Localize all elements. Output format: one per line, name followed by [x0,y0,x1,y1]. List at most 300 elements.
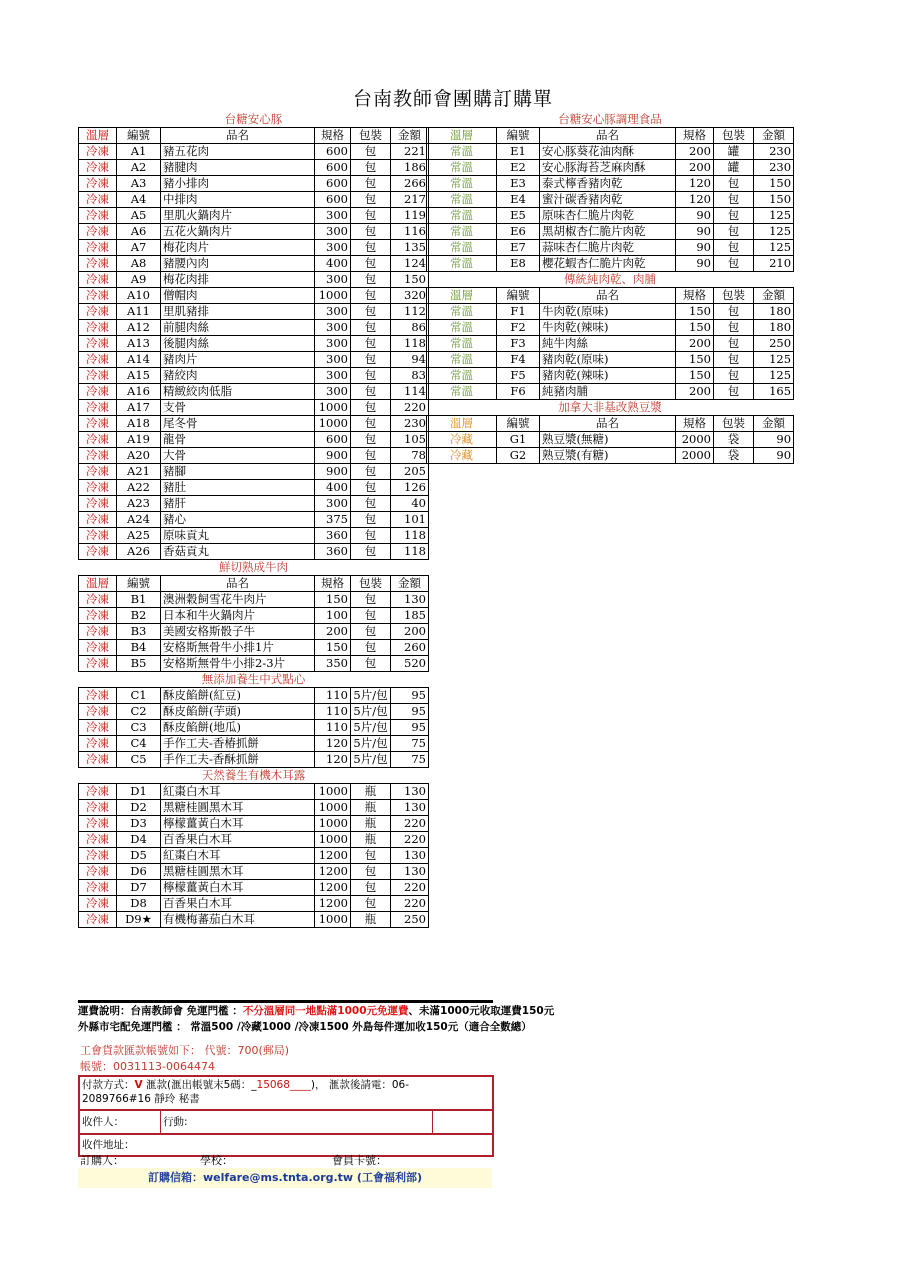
product-row[interactable] [79,720,429,736]
pack-cell: 包 [714,208,754,224]
pack-cell: 包 [351,224,391,240]
name-cell: 熟豆漿(有糖) [540,448,676,464]
code-cell: C2 [117,704,161,720]
product-row[interactable] [427,304,794,320]
temp-cell: 冷凍 [79,896,117,912]
name-cell: 豬肝 [161,496,315,512]
product-row[interactable] [79,400,429,416]
temp-cell: 冷凍 [79,208,117,224]
temp-cell: 冷凍 [79,880,117,896]
spec-cell: 1200 [315,880,351,896]
header-name: 品名 [161,128,315,144]
temp-cell: 常溫 [427,144,497,160]
temp-cell: 冷凍 [79,352,117,368]
name-cell: 安格斯無骨牛小排2-3片 [161,656,315,672]
mobile-field[interactable]: 行動: [160,1111,188,1133]
header-pack: 包裝 [714,416,754,432]
product-row[interactable] [79,496,429,512]
pack-cell: 包 [714,320,754,336]
pack-cell: 5片/包 [351,688,391,704]
price-cell: 75 [391,736,429,752]
product-row[interactable] [79,816,429,832]
pack-cell: 包 [351,176,391,192]
price-cell: 200 [391,624,429,640]
product-row[interactable] [79,752,429,768]
bank-account: 帳號：0031113-0064474 [80,1060,215,1073]
header-row [427,416,794,432]
product-row[interactable] [79,800,429,816]
pack-cell: 包 [351,416,391,432]
product-row[interactable] [79,144,429,160]
spec-cell: 360 [315,544,351,560]
pack-cell: 袋 [714,432,754,448]
pack-cell: 包 [351,896,391,912]
spec-cell: 90 [676,224,714,240]
product-row[interactable] [427,144,794,160]
price-cell: 250 [391,912,429,928]
price-cell: 95 [391,688,429,704]
temp-cell: 冷凍 [79,512,117,528]
section-title: 無添加養生中式點心 [79,672,429,688]
receiver-divider [432,1111,433,1133]
price-cell: 266 [391,176,429,192]
product-row[interactable] [79,880,429,896]
name-cell: 豬五花肉 [161,144,315,160]
price-cell: 124 [391,256,429,272]
order-form [78,1075,494,1157]
product-row[interactable] [79,480,429,496]
price-cell: 185 [391,608,429,624]
pack-cell: 包 [351,288,391,304]
spec-cell: 360 [315,528,351,544]
header-pack: 包裝 [351,128,391,144]
price-cell: 130 [391,592,429,608]
member-card-field[interactable]: 會員卡號： [332,1154,387,1167]
price-cell: 250 [754,336,794,352]
header-code: 編號 [117,576,161,592]
price-cell: 320 [391,288,429,304]
price-cell: 116 [391,224,429,240]
address-field[interactable]: 收件地址： [82,1139,135,1151]
temp-cell: 冷凍 [79,784,117,800]
name-cell: 手作工夫-香酥抓餅 [161,752,315,768]
pack-cell: 5片/包 [351,752,391,768]
temp-cell: 冷凍 [79,400,117,416]
code-cell: D9★ [117,912,161,928]
pack-cell: 包 [351,400,391,416]
product-row[interactable] [79,832,429,848]
product-row[interactable] [79,320,429,336]
code-cell: A2 [117,160,161,176]
temp-cell: 冷凍 [79,592,117,608]
product-row[interactable] [427,240,794,256]
temp-cell: 冷凍 [79,816,117,832]
product-row[interactable] [427,192,794,208]
product-row[interactable] [427,352,794,368]
spec-cell: 200 [676,336,714,352]
code-cell: A23 [117,496,161,512]
product-row[interactable] [79,208,429,224]
price-cell: 221 [391,144,429,160]
spec-cell: 300 [315,384,351,400]
price-cell: 95 [391,720,429,736]
pack-cell: 包 [351,864,391,880]
temp-cell: 冷凍 [79,448,117,464]
spec-cell: 1000 [315,832,351,848]
section-title: 台糖安心豚 [79,112,429,128]
spec-cell: 150 [676,320,714,336]
price-cell: 205 [391,464,429,480]
price-cell: 118 [391,528,429,544]
product-row[interactable] [427,224,794,240]
product-row[interactable] [427,336,794,352]
name-cell: 里肌豬排 [161,304,315,320]
name-cell: 百香果白木耳 [161,896,315,912]
code-cell: D5 [117,848,161,864]
name-cell: 安格斯無骨牛小排1片 [161,640,315,656]
code-cell: A12 [117,320,161,336]
price-cell: 130 [391,848,429,864]
temp-cell: 冷凍 [79,496,117,512]
name-cell: 黑胡椒杏仁脆片肉乾 [540,224,676,240]
price-cell: 130 [391,800,429,816]
temp-cell: 常溫 [427,368,497,384]
product-row[interactable] [427,384,794,400]
spec-cell: 2000 [676,448,714,464]
code-cell: C4 [117,736,161,752]
product-row[interactable] [79,368,429,384]
price-cell: 125 [754,240,794,256]
spec-cell: 1000 [315,800,351,816]
pack-cell: 包 [351,368,391,384]
spec-cell: 150 [315,592,351,608]
name-cell: 里肌火鍋肉片 [161,208,315,224]
name-cell: 龍骨 [161,432,315,448]
product-row[interactable] [79,656,429,672]
temp-cell: 常溫 [427,352,497,368]
spec-cell: 1000 [315,416,351,432]
spec-cell: 600 [315,432,351,448]
name-cell: 豬心 [161,512,315,528]
spec-cell: 1000 [315,400,351,416]
product-row[interactable] [79,624,429,640]
code-cell: A5 [117,208,161,224]
code-cell: A17 [117,400,161,416]
payment-method[interactable]: 付款方式：V 滙款(滙出帳號末5碼：_15068____)， 滙款後請電：06- 2089766#16 靜玲 秘書 [80,1077,492,1111]
pack-cell: 包 [351,432,391,448]
bank-info [80,1043,289,1075]
product-row[interactable] [79,528,429,544]
pack-cell: 包 [351,160,391,176]
temp-cell: 冷凍 [79,368,117,384]
product-row[interactable] [427,160,794,176]
header-row [427,128,794,144]
buyer-name-field[interactable]: 訂購人： [80,1154,124,1167]
pack-cell: 包 [351,544,391,560]
school-field[interactable]: 學校： [200,1154,233,1167]
temp-cell: 冷凍 [79,240,117,256]
header-spec: 規格 [676,416,714,432]
product-row[interactable] [79,288,429,304]
name-cell: 牛肉乾(原味) [540,304,676,320]
product-row[interactable] [79,848,429,864]
spec-cell: 150 [315,640,351,656]
code-cell: C1 [117,688,161,704]
spec-cell: 90 [676,208,714,224]
temp-cell: 冷凍 [79,256,117,272]
price-cell: 150 [391,272,429,288]
pack-cell: 瓶 [351,816,391,832]
spec-cell: 110 [315,704,351,720]
pack-cell: 包 [351,384,391,400]
product-row[interactable] [427,432,794,448]
temp-cell: 常溫 [427,176,497,192]
product-row[interactable] [79,912,429,928]
price-cell: 125 [754,368,794,384]
temp-cell: 常溫 [427,240,497,256]
header-name: 品名 [540,416,676,432]
name-cell: 日本和牛火鍋肉片 [161,608,315,624]
price-cell: 75 [391,752,429,768]
name-cell: 原味貢丸 [161,528,315,544]
code-cell: F2 [497,320,540,336]
header-row [79,576,429,592]
code-cell: A9 [117,272,161,288]
price-cell: 130 [391,784,429,800]
section-title: 鮮切熟成牛肉 [79,560,429,576]
product-row[interactable] [79,384,429,400]
spec-cell: 110 [315,688,351,704]
code-cell: A8 [117,256,161,272]
code-cell: A26 [117,544,161,560]
price-cell: 119 [391,208,429,224]
temp-cell: 冷凍 [79,624,117,640]
header-price: 金額 [391,128,429,144]
name-cell: 蜜汁碳香豬肉乾 [540,192,676,208]
pack-cell: 包 [351,480,391,496]
code-cell: D4 [117,832,161,848]
product-row[interactable] [79,592,429,608]
product-row[interactable] [79,512,429,528]
product-row[interactable] [79,336,429,352]
code-cell: B2 [117,608,161,624]
code-cell: C5 [117,752,161,768]
temp-cell: 常溫 [427,208,497,224]
product-row[interactable] [427,320,794,336]
product-row[interactable] [79,192,429,208]
product-row[interactable] [79,240,429,256]
product-row[interactable] [79,160,429,176]
code-cell: E2 [497,160,540,176]
spec-cell: 900 [315,448,351,464]
product-row[interactable] [79,272,429,288]
product-row[interactable] [79,176,429,192]
spec-cell: 600 [315,144,351,160]
price-cell: 101 [391,512,429,528]
price-cell: 86 [391,320,429,336]
name-cell: 豬肉片 [161,352,315,368]
price-cell: 105 [391,432,429,448]
receiver-field[interactable]: 收件人： [82,1116,124,1128]
temp-cell: 冷凍 [79,608,117,624]
pack-cell: 包 [351,144,391,160]
name-cell: 有機梅蕃茄白木耳 [161,912,315,928]
pack-cell: 袋 [714,448,754,464]
name-cell: 香菇貢丸 [161,544,315,560]
pack-cell: 罐 [714,160,754,176]
spec-cell: 1200 [315,848,351,864]
pack-cell: 包 [351,272,391,288]
temp-cell: 冷凍 [79,224,117,240]
code-cell: B1 [117,592,161,608]
product-row[interactable] [79,608,429,624]
name-cell: 僧帽肉 [161,288,315,304]
temp-cell: 冷凍 [79,752,117,768]
section-title-row [79,560,429,576]
name-cell: 檸檬薑黃白木耳 [161,880,315,896]
left-product-table [78,112,429,928]
header-code: 編號 [497,128,540,144]
spec-cell: 2000 [676,432,714,448]
pack-cell: 包 [351,336,391,352]
pack-cell: 包 [351,256,391,272]
product-row[interactable] [79,640,429,656]
product-row[interactable] [79,784,429,800]
price-cell: 217 [391,192,429,208]
temp-cell: 冷凍 [79,176,117,192]
section-title-row [427,112,794,128]
product-row[interactable] [79,224,429,240]
spec-cell: 120 [676,176,714,192]
product-row[interactable] [427,368,794,384]
spec-cell: 1000 [315,288,351,304]
name-cell: 豬小排肉 [161,176,315,192]
code-cell: E6 [497,224,540,240]
price-cell: 94 [391,352,429,368]
pack-cell: 包 [351,848,391,864]
price-cell: 180 [754,320,794,336]
payment-check[interactable]: V [134,1079,143,1091]
code-cell: A10 [117,288,161,304]
product-row[interactable] [79,704,429,720]
code-cell: G2 [497,448,540,464]
shipping-line-1: 運費說明：台南教師會 免運門檻 ：不分溫層同一地點滿1000元免運費、未滿1000元收取運費150元 [78,1005,555,1017]
product-row[interactable] [79,352,429,368]
price-cell: 260 [391,640,429,656]
temp-cell: 常溫 [427,384,497,400]
product-row[interactable] [79,736,429,752]
product-row[interactable] [427,208,794,224]
product-row[interactable] [79,864,429,880]
name-cell: 泰式檸香豬肉乾 [540,176,676,192]
product-row[interactable] [427,176,794,192]
pack-cell: 包 [351,304,391,320]
name-cell: 豬腳 [161,464,315,480]
price-cell: 130 [391,864,429,880]
code-cell: F1 [497,304,540,320]
pack-cell: 包 [351,656,391,672]
spec-cell: 300 [315,224,351,240]
name-cell: 大骨 [161,448,315,464]
product-row[interactable] [79,688,429,704]
spec-cell: 300 [315,240,351,256]
spec-cell: 150 [676,368,714,384]
name-cell: 黑糖桂圓黑木耳 [161,864,315,880]
code-cell: F4 [497,352,540,368]
name-cell: 尾冬骨 [161,416,315,432]
spec-cell: 300 [315,368,351,384]
shipping-line-2: 外縣市宅配免運門檻 ： 常溫500 /冷藏1000 /冷凍1500 外島每件運加收150元（適合全數總） [78,1021,532,1033]
header-pack: 包裝 [714,288,754,304]
product-row[interactable] [79,256,429,272]
bank-code: 工會貨款匯款帳號如下： 代號：700(郵局) [80,1044,290,1057]
section-title: 加拿大非基改熟豆漿 [427,400,794,416]
price-cell: 114 [391,384,429,400]
name-cell: 百香果白木耳 [161,832,315,848]
price-cell: 40 [391,496,429,512]
name-cell: 原味杏仁脆片肉乾 [540,208,676,224]
name-cell: 豬肉乾(原味) [540,352,676,368]
name-cell: 豬腰內肉 [161,256,315,272]
price-cell: 83 [391,368,429,384]
code-cell: A6 [117,224,161,240]
order-email[interactable]: 訂購信箱：welfare@ms.tnta.org.tw (工會福利部) [78,1168,492,1188]
product-row[interactable] [79,304,429,320]
product-row[interactable] [79,416,429,432]
temp-cell: 常溫 [427,192,497,208]
header-row [79,128,429,144]
pack-cell: 包 [351,624,391,640]
price-cell: 78 [391,448,429,464]
code-cell: A13 [117,336,161,352]
pack-cell: 包 [351,592,391,608]
product-row[interactable] [79,448,429,464]
price-cell: 210 [754,256,794,272]
spec-cell: 300 [315,320,351,336]
spec-cell: 120 [676,192,714,208]
pack-cell: 包 [351,352,391,368]
code-cell: A19 [117,432,161,448]
header-name: 品名 [161,576,315,592]
header-spec: 規格 [315,128,351,144]
pack-cell: 罐 [714,144,754,160]
header-price: 金額 [754,288,794,304]
section-title-row [79,768,429,784]
product-row[interactable] [427,448,794,464]
product-row[interactable] [79,544,429,560]
product-row[interactable] [79,432,429,448]
pack-cell: 包 [351,880,391,896]
temp-cell: 冷凍 [79,480,117,496]
account-last5[interactable]: 15068____ [256,1079,311,1091]
price-cell: 126 [391,480,429,496]
page-title: 台南教師會團購訂購單 [352,88,553,110]
product-row[interactable] [79,896,429,912]
temp-cell: 冷凍 [79,288,117,304]
product-row[interactable] [79,464,429,480]
code-cell: D2 [117,800,161,816]
code-cell: E5 [497,208,540,224]
temp-cell: 冷凍 [79,384,117,400]
name-cell: 美國安格斯骰子牛 [161,624,315,640]
temp-cell: 冷凍 [79,144,117,160]
spec-cell: 200 [676,384,714,400]
name-cell: 中排肉 [161,192,315,208]
product-row[interactable] [427,256,794,272]
spec-cell: 1000 [315,816,351,832]
pack-cell: 5片/包 [351,736,391,752]
temp-cell: 冷凍 [79,432,117,448]
